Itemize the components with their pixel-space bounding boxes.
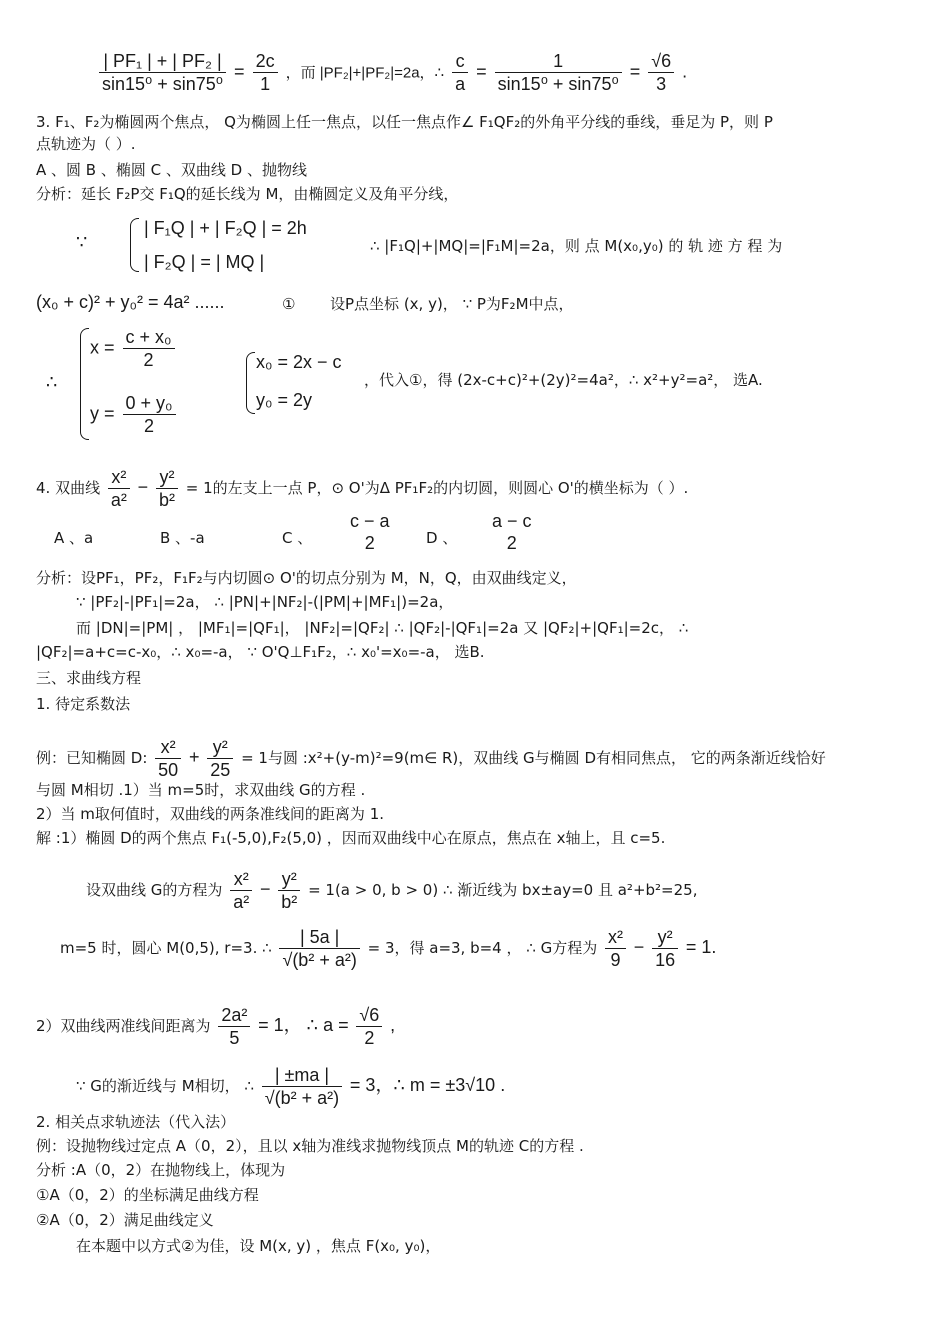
because-symbol: ∵ bbox=[76, 232, 88, 252]
q4-option-a: A 、a bbox=[54, 529, 94, 547]
q4-analysis-2: ∵ |PF₂|-|PF₁|=2a， ∴ |PN|+|NF₂|-(|PM|+|MF₁|)=2a， bbox=[76, 593, 454, 611]
x0-equation: x₀ = 2x − c bbox=[256, 352, 342, 372]
fraction: $\frac{2c}{1}$ bbox=[253, 50, 278, 95]
q4-option-d: D 、 bbox=[426, 529, 458, 547]
y0-equation: y₀ = 2y bbox=[256, 390, 312, 410]
q3-line1: 3. F₁、F₂为椭圆两个焦点， Q为椭圆上任一焦点，以任一焦点作∠ F₁QF₂的外角平分线的垂线，垂足为 P，则 P bbox=[36, 113, 773, 131]
fraction: $\frac{\text{x²}}{50}$ bbox=[155, 736, 181, 781]
fraction: $\frac{| 5a |}{\text{√(b² + a²)}}$ bbox=[279, 926, 359, 971]
fraction: $\frac{\text{0 + y₀}}{2}$ bbox=[123, 392, 176, 437]
left-brace bbox=[130, 218, 139, 272]
fraction: $\frac{\text{c + x₀}}{2}$ bbox=[123, 326, 175, 371]
y-equation: y = $\frac{\text{0 + y₀}}{2}$ bbox=[90, 392, 179, 437]
example-1: 例：已知椭圆 D: $\frac{\text{x²}}{50}$ + $\frac{\text{y²}}{25}$ = 1与圆 :x²+(y-m)²=9(m∈ R)，双曲线 G与椭圆 D有相同焦点， 它的两条渐近线恰好 bbox=[36, 737, 826, 780]
fraction: $\frac{\text{y²}}{16}$ bbox=[652, 926, 678, 971]
q3-line2: 点轨迹为（ ）. bbox=[36, 135, 136, 153]
left-brace bbox=[80, 328, 89, 440]
fraction: $\frac{| \pm ma |}{\text{√(b² + a²)}}$ bbox=[262, 1064, 342, 1109]
fraction: $\frac{\text{y²}}{\text{b²}}$ bbox=[156, 466, 178, 511]
analysis-2-4: 在本题中以方式②为佳，设 M(x, y) ，焦点 F(x₀, y₀)， bbox=[76, 1237, 441, 1255]
fraction: $\frac{1}{\text{sin15⁰ + sin75⁰}}$ bbox=[495, 50, 622, 95]
example-1-line2: 与圆 M相切 .1）当 m=5时，求双曲线 G的方程 . bbox=[36, 781, 366, 799]
q3-options: A 、圆 B 、椭圆 C 、双曲线 D 、抛物线 bbox=[36, 161, 307, 179]
q4-analysis-3: 而 |DN|=|PM| ， |MF₁|=|QF₁|， |NF₂|=|QF₂| ∴ |QF₂|-|QF₁|=2a 又 |QF₂|+|QF₁|=2c， ∴ bbox=[76, 619, 689, 637]
example-1-line3: 2）当 m取何值时，双曲线的两条准线间的距离为 1. bbox=[36, 805, 385, 823]
q4-option-b: B 、-a bbox=[160, 529, 205, 547]
q3-therefore: ∴ |F₁Q|+|MQ|=|F₁M|=2a，则 点 M(x₀,y₀) 的 轨 迹 方 程 为 bbox=[370, 237, 783, 255]
analysis-2-1: 分析 :A（0，2）在抛物线上，体现为 bbox=[36, 1161, 286, 1179]
system-eq-2: | F₂Q | = | MQ | bbox=[144, 252, 265, 272]
fraction: $\frac{\text{x²}}{\text{a²}}$ bbox=[230, 868, 252, 913]
fraction: $\frac{\text{y²}}{\text{b²}}$ bbox=[278, 868, 300, 913]
example-2: 例：设抛物线过定点 A（0，2），且以 x轴为准线求抛物线顶点 M的轨迹 C的方程 . bbox=[36, 1137, 584, 1155]
section-title: 三、求曲线方程 bbox=[36, 669, 142, 687]
fraction: $\frac{c}{a}$ bbox=[452, 50, 468, 95]
fraction: $\frac{√6}{2}$ bbox=[356, 1004, 382, 1049]
fraction: $\frac{\text{2a²}}{5}$ bbox=[218, 1004, 250, 1049]
q4-option-c: C 、 bbox=[282, 529, 313, 547]
x-equation: x = $\frac{\text{c + x₀}}{2}$ bbox=[90, 326, 178, 371]
fraction: $\frac{\text{x²}}{\text{a²}}$ bbox=[108, 466, 130, 511]
fraction: c − a 2 bbox=[350, 511, 390, 553]
fraction: $\frac{\text{x²}}{9}$ bbox=[605, 926, 626, 971]
left-brace bbox=[246, 352, 255, 414]
q4-option-d-frac bbox=[486, 510, 538, 554]
top-formula: $\frac{\text{| PF₁ | + | PF₂ |}}{\text{sin15⁰ + sin75⁰}}$ = $\frac{2c}{1}$ ，而 |PF₂|+|PF₂|=2a，∴ $\frac{c}{a}$ = $\frac{1}{\text{sin15⁰ + sin75⁰}}$ = $\frac{√6}{3}$ . bbox=[96, 50, 687, 95]
q3-analysis: 分析：延长 F₂P交 F₁Q的延长线为 M，由椭圆定义及角平分线， bbox=[36, 185, 459, 203]
circle-equation: (x₀ + c)² + y₀² = 4a² ...... bbox=[36, 292, 225, 312]
system-eq-1: | F₁Q | + | F₂Q | = 2h bbox=[144, 218, 307, 238]
fraction: $\frac{\text{y²}}{25}$ bbox=[207, 736, 233, 781]
q4-line: 4. 双曲线 $\frac{\text{x²}}{\text{a²}}$ − $\frac{\text{y²}}{\text{b²}}$ = 1的左支上一点 P，⊙ O'为Δ PF₁F₂的内切圆，则圆心 O'的横坐标为（ ）. bbox=[36, 467, 689, 510]
therefore-symbol: ∴ bbox=[46, 372, 58, 392]
method-2-title: 2. 相关点求轨迹法（代入法） bbox=[36, 1113, 236, 1131]
analysis-2-2: ①A（0，2）的坐标满足曲线方程 bbox=[36, 1186, 259, 1204]
fraction: $\frac{√6}{3}$ bbox=[648, 50, 674, 95]
solution-1: 解 :1）椭圆 D的两个焦点 F₁(-5,0),F₂(5,0) ，因而双曲线中心在原点，焦点在 x轴上，且 c=5. bbox=[36, 829, 666, 847]
set-p-text: 设P点坐标 (x, y)， ∵ P为F₂M中点， bbox=[330, 295, 574, 313]
set-hyperbola: 设双曲线 G的方程为 $\frac{\text{x²}}{\text{a²}}$ − $\frac{\text{y²}}{\text{b²}}$ = 1(a > 0, b > 0) ∴ 渐近线为 bx±ay=0 且 a²+b²=25, bbox=[86, 869, 698, 912]
part2-line: 2）双曲线两准线间距离为 $\frac{\text{2a²}}{5}$ = 1， ∴ a = $\frac{√6}{2}$ , bbox=[36, 1005, 396, 1048]
analysis-2-3: ②A（0，2）满足曲线定义 bbox=[36, 1211, 214, 1229]
circled-one: ① bbox=[282, 295, 296, 313]
q3-result: ，代入①，得 (2x-c+c)²+(2y)²=4a²，∴ x²+y²=a²， 选A. bbox=[364, 371, 763, 389]
fraction: $\frac{\text{| PF₁ | + | PF₂ |}}{\text{sin15⁰ + sin75⁰}}$ bbox=[99, 50, 226, 95]
q4-option-c-frac bbox=[344, 510, 396, 554]
fraction: a − c 2 bbox=[492, 511, 532, 553]
tangent-line: ∵ G的渐近线与 M相切， ∴ $\frac{| \pm ma |}{\text{√(b² + a²)}}$ = 3，∴ m = ±3√10 . bbox=[76, 1065, 506, 1108]
method-1-title: 1. 待定系数法 bbox=[36, 695, 131, 713]
q4-analysis-1: 分析：设PF₁，PF₂，F₁F₂与内切圆⊙ O'的切点分别为 M，N，Q，由双曲线定义， bbox=[36, 569, 577, 587]
q4-analysis-4: |QF₂|=a+c=c-x₀，∴ x₀=-a， ∵ O'Q⊥F₁F₂，∴ x₀'=x₀=-a， 选B. bbox=[36, 643, 485, 661]
m5-line: m=5 时，圆心 M(0,5), r=3. ∴ $\frac{| 5a |}{\text{√(b² + a²)}}$ = 3，得 a=3, b=4 ， ∴ G方程为 $\frac{\text{x²}}{9}$ − $\frac{\text{y²}}{16}$ = 1. bbox=[60, 927, 717, 970]
